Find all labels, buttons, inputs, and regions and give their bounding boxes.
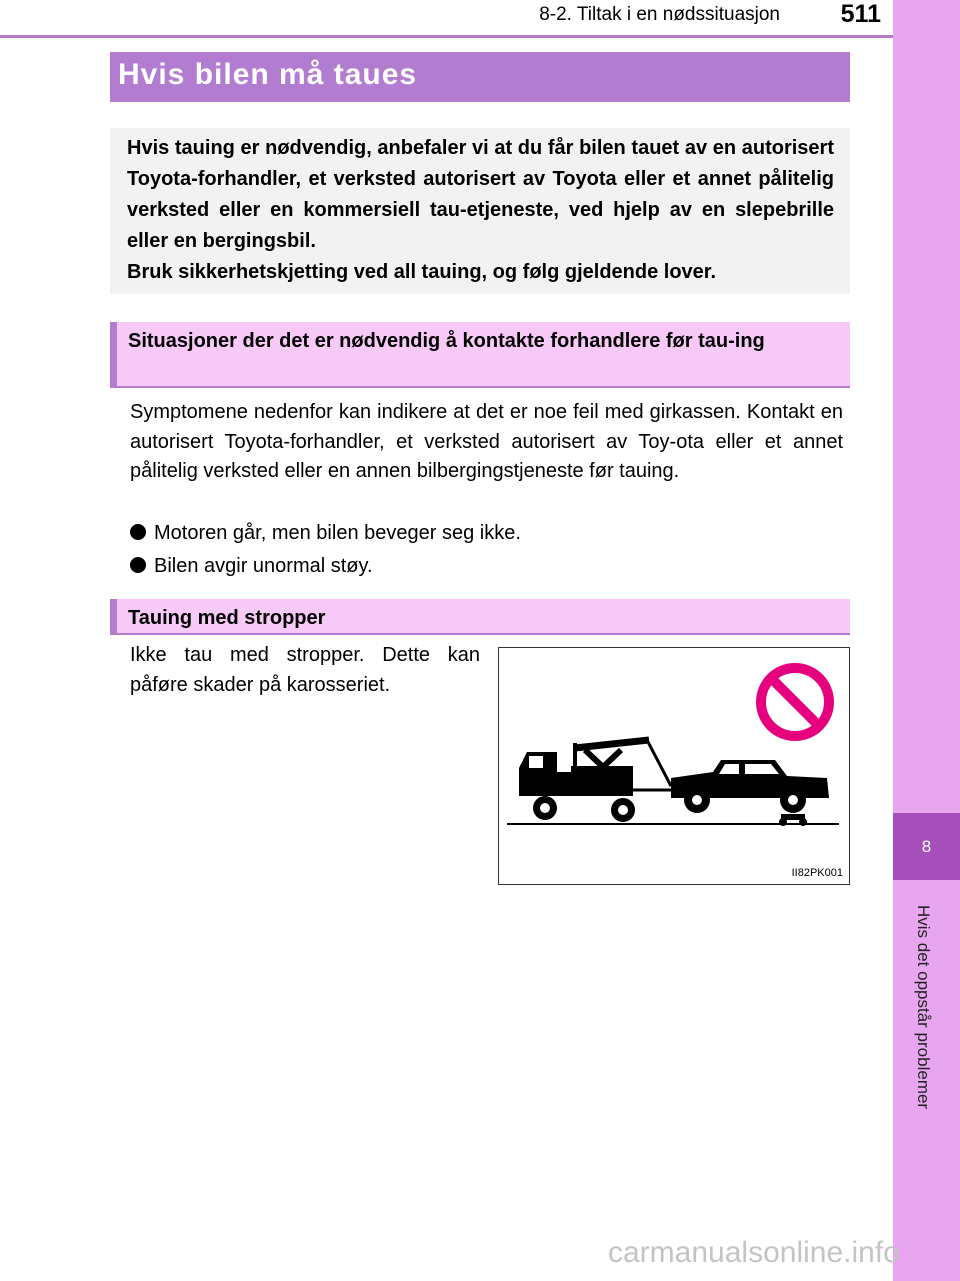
towing-illustration <box>498 647 850 885</box>
bullet-icon <box>130 524 146 540</box>
intro-box <box>110 128 850 294</box>
intro-note: Bruk sikkerhetskjetting ved all tauing, og følg gjeldende lover. <box>127 261 717 283</box>
chapter-title-text: Hvis det oppstår problemer <box>914 905 933 1110</box>
tow-truck-icon <box>519 740 675 822</box>
section-heading-text: Situasjoner der det er nødvendig å kontakte forhandlere før tau-ing <box>128 330 765 352</box>
towing-illustration-graphic <box>499 648 849 884</box>
section-heading-text: Tauing med stropper <box>128 607 326 629</box>
pickup-car-icon <box>671 760 829 826</box>
section-body-straps: Ikke tau med stropper. Dette kan påføre skader på karosseriet. <box>130 644 480 696</box>
page-title-bar <box>110 52 850 102</box>
bullet-icon <box>130 557 146 573</box>
list-item-text: Bilen avgir unormal støy. <box>154 555 373 577</box>
prohibited-icon <box>761 668 829 736</box>
chapter-number-tab: 8 <box>893 813 960 880</box>
intro-paragraph: Hvis tauing er nødvendig, anbefaler vi at du får bilen tauet av en autorisert Toyota-forhandler, et verksted autorisert av Toyota eller et annet pålitelig verksted eller en kommersiell tau-etjeneste, ved hjelp av en slepebrille eller en bergingsbil. <box>127 137 834 252</box>
figure-code: II82PK001 <box>791 867 843 879</box>
page-header <box>0 0 893 36</box>
chapter-title-vertical <box>913 905 939 1150</box>
header-divider <box>0 35 893 38</box>
page-number: 511 <box>840 0 881 28</box>
section-heading-straps <box>110 599 850 635</box>
watermark: carmanualsonline.info <box>608 1236 900 1269</box>
section-heading-dealer-contact <box>110 322 850 388</box>
header-section-title: 8-2. Tiltak i en nødssituasjon <box>539 4 780 25</box>
list-item <box>130 518 521 548</box>
section-body-symptoms: Symptomene nedenfor kan indikere at det er noe feil med girkassen. Kontakt en autorisert Toyota-forhandler, et verksted autorisert av Toy-ota eller et annet pålitelig verksted eller en annen bilbergingstjeneste før tauing. <box>130 401 843 482</box>
list-item-text: Motoren går, men bilen beveger seg ikke. <box>154 522 521 544</box>
list-item <box>130 551 373 581</box>
page-title: Hvis bilen må taues <box>118 58 418 91</box>
